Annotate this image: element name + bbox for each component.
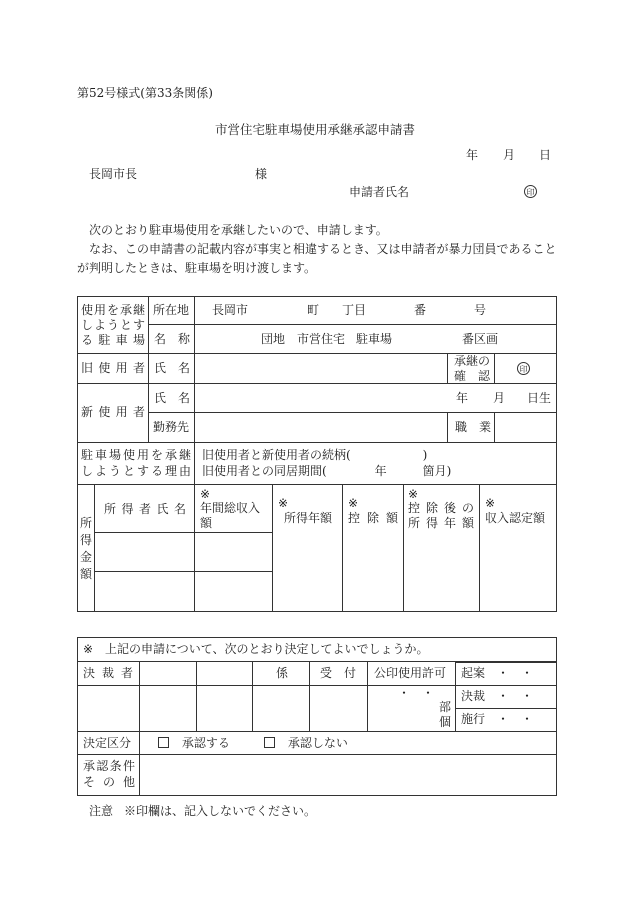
- relation-text: 旧使用者と新使用者の続柄( ): [202, 448, 428, 462]
- confirm-seal-icon: 印: [517, 362, 530, 375]
- applicant-seal-icon: 印: [524, 185, 537, 198]
- certified-income-mark: ※: [485, 496, 496, 510]
- income-side-4: 額: [80, 567, 93, 581]
- annual-income-mark: ※: [200, 487, 211, 501]
- conditions-label-1: 承認条件: [83, 759, 135, 773]
- new-name-label: 氏 名: [154, 391, 191, 405]
- intro-line-3: が判明したときは、駐車場を明け渡します。: [77, 261, 317, 275]
- workplace-label: 勤務先: [153, 420, 190, 434]
- birth-month-label: 月: [493, 391, 506, 405]
- income-amount-header: 所得年額: [284, 511, 333, 525]
- date-year-label: 年: [466, 148, 479, 162]
- parking-label-1: 使用を承継: [81, 303, 145, 317]
- not-approve-option[interactable]: 承認しない: [264, 736, 348, 750]
- document-title: 市営住宅駐車場使用承継承認申請書: [214, 122, 415, 137]
- location-city: 長岡市: [212, 303, 249, 317]
- prev-user-label: 旧使用者: [81, 361, 145, 375]
- form-number: 第52号様式(第33条関係): [77, 86, 213, 100]
- reason-label-2: しようとする理由: [81, 464, 191, 478]
- deduction-mark: ※: [348, 496, 359, 510]
- new-user-label: 新使用者: [81, 405, 145, 419]
- drafted-label: 起案 ・ ・: [461, 666, 534, 680]
- approver-label: 決裁者: [83, 666, 133, 680]
- certified-income-header: 収入認定額: [485, 511, 546, 525]
- seal-permit-ko: 個: [439, 715, 452, 729]
- annual-income-header-1: 年間総収入: [200, 501, 261, 515]
- location-chome: 丁目: [342, 303, 367, 317]
- location-ban: 番: [414, 303, 427, 317]
- addressee: 長岡市長: [89, 167, 138, 181]
- income-side-1: 所: [80, 516, 93, 530]
- earner-name-header: 所得者氏名: [104, 502, 186, 516]
- decision-mark: ※: [83, 642, 94, 656]
- after-deduction-mark: ※: [408, 487, 419, 501]
- occupation-label: 職 業: [455, 420, 492, 434]
- prev-name-label: 氏 名: [154, 361, 191, 375]
- cohabit-text: 旧使用者との同居期間( 年 箇月): [202, 464, 452, 478]
- location-label: 所在地: [153, 303, 190, 317]
- birth-year-label: 年: [456, 391, 469, 405]
- bankukaku-label: 番区画: [462, 332, 499, 346]
- annual-income-header-2: 額: [200, 516, 213, 530]
- seal-permit-dots: ・ ・: [398, 686, 435, 700]
- location-town: 町: [307, 303, 320, 317]
- decided-label: 決裁 ・ ・: [461, 689, 534, 703]
- parking-lot-label: 駐車場: [356, 332, 393, 346]
- income-side-2: 得: [80, 533, 93, 547]
- reason-label-1: 駐車場使用を承継: [81, 448, 191, 462]
- income-side-3: 金: [80, 550, 93, 564]
- reception-label: 受付: [320, 666, 356, 680]
- succession-confirm-1: 承継の: [454, 354, 491, 368]
- intro-line-2: なお、この申請書の記載内容が事実と相違するとき、又は申請者が暴力団員であること: [89, 242, 557, 256]
- succession-confirm-2: 確 認: [454, 369, 491, 383]
- danchi-label: 団地: [261, 332, 286, 346]
- shiei-jutaku-label: 市営住宅: [297, 332, 346, 346]
- date-day-label: 日: [539, 148, 552, 162]
- seal-permit-label: 公印使用許可: [374, 666, 447, 680]
- birth-day-label: 日生: [527, 391, 552, 405]
- income-amount-mark: ※: [278, 496, 289, 510]
- decision-class-label: 決定区分: [83, 736, 132, 750]
- name-label: 名 称: [154, 332, 191, 346]
- parking-label-3: る駐車場: [81, 333, 145, 347]
- after-deduction-header-2: 所得年額: [408, 516, 474, 530]
- applicant-name-label: 申請者氏名: [349, 185, 410, 199]
- seal-permit-bu: 部: [439, 700, 452, 714]
- addressee-suffix: 様: [255, 167, 268, 181]
- location-go: 号: [474, 303, 487, 317]
- executed-label: 施行 ・ ・: [461, 712, 534, 726]
- not-approve-checkbox-icon: [264, 737, 275, 748]
- section-label: 係: [276, 666, 289, 680]
- intro-line-1: 次のとおり駐車場使用を承継したいので、申請します。: [89, 223, 388, 237]
- conditions-label-2: その他: [83, 775, 135, 789]
- parking-label-2: しようとす: [81, 318, 145, 332]
- after-deduction-header-1: 控除後の: [408, 501, 474, 515]
- date-month-label: 月: [503, 148, 516, 162]
- note-text: ※印欄は、記入しないでください。: [124, 804, 317, 818]
- decision-question: 上記の申請について、次のとおり決定してよいでしょうか。: [105, 642, 429, 656]
- approve-option[interactable]: 承認する: [158, 736, 230, 750]
- deduction-header: 控除額: [348, 511, 398, 525]
- approve-checkbox-icon: [158, 737, 169, 748]
- note-label: 注意: [89, 804, 114, 818]
